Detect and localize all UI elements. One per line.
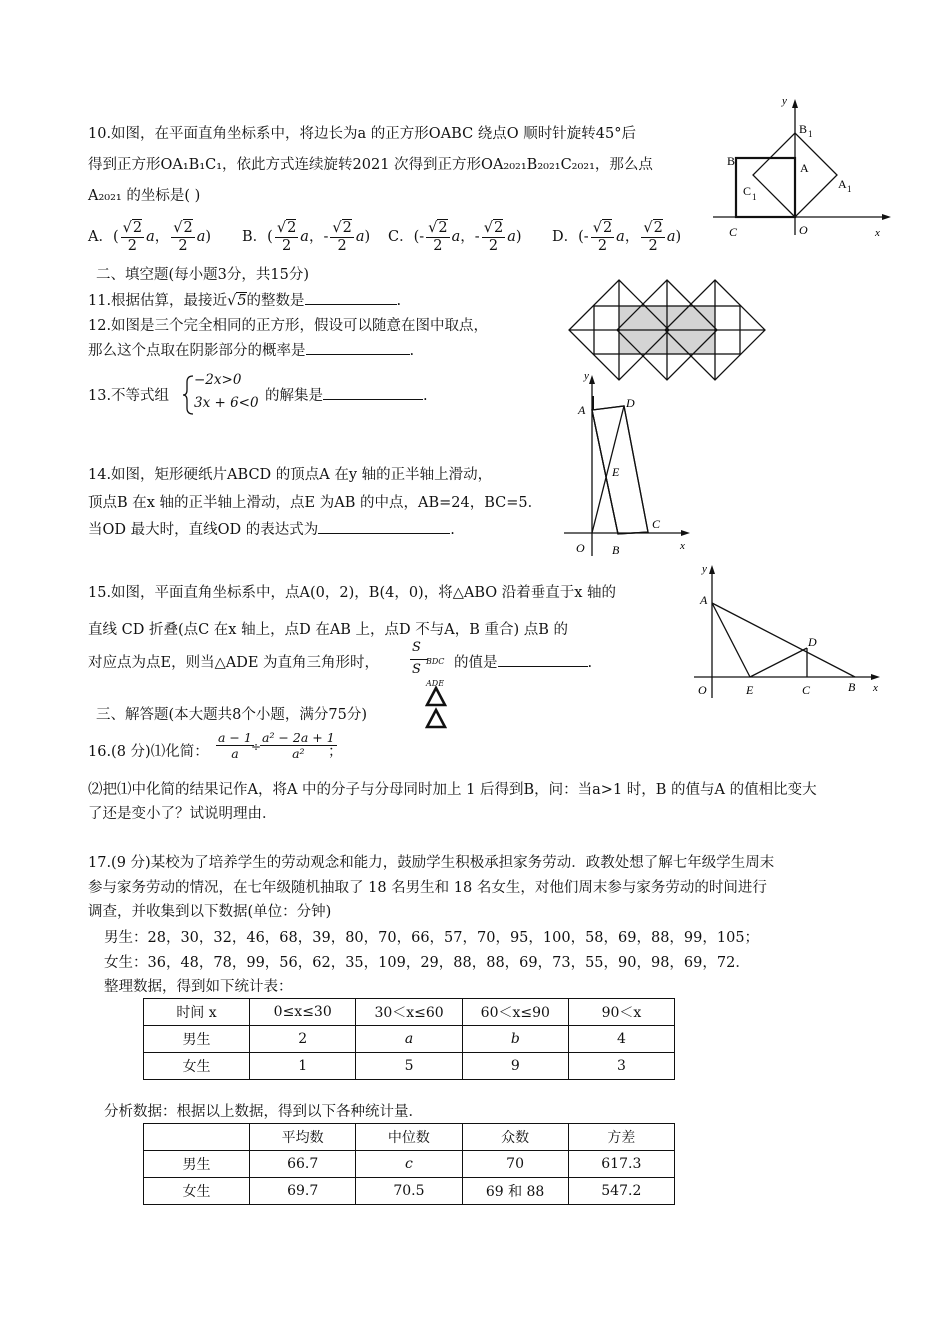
q13-suffix: 的解集是 . xyxy=(265,384,428,405)
q13-ineq2: 3x + 6<0 xyxy=(194,395,259,411)
fig14-x: x xyxy=(680,540,685,552)
fig14-o: O xyxy=(576,541,585,555)
fig14-d: D xyxy=(626,396,635,410)
table-header-cell: 中位数 xyxy=(356,1124,462,1151)
table-cell: c xyxy=(356,1151,462,1178)
triangle-symbols xyxy=(425,686,447,730)
section3-heading: 三、解答题(本大题共8个小题，满分75分) xyxy=(96,707,367,723)
table-cell: 547.2 xyxy=(568,1178,674,1205)
table-row xyxy=(144,1151,675,1178)
table-header-cell xyxy=(144,1124,250,1151)
table-header-cell: 30＜x≤60 xyxy=(356,999,462,1026)
q15-s-den: S xyxy=(412,662,421,677)
table-row xyxy=(144,1026,675,1053)
table-header-cell: 90＜x xyxy=(568,999,674,1026)
table-cell: a xyxy=(356,1026,462,1053)
section2-heading: 二、填空题(每小题3分，共15分) xyxy=(96,267,309,283)
table-row xyxy=(144,1178,675,1205)
q17-line3: 调查，并收集到以下数据(单位：分钟) xyxy=(88,904,332,920)
q15-suffix: 的值是 . xyxy=(454,651,592,672)
fig10-c1: C xyxy=(743,184,752,198)
table-header-cell: 平均数 xyxy=(250,1124,356,1151)
q15-sub-bdc: BDC xyxy=(426,657,445,666)
table-header-cell: 众数 xyxy=(462,1124,568,1151)
q16-frac1: a − 1 a xyxy=(218,730,252,761)
table-cell: 9 xyxy=(462,1053,568,1080)
fig10-y: y xyxy=(782,95,787,107)
q15-figure xyxy=(690,560,890,700)
q10-line2: 得到正方形OA₁B₁C₁，依此方式连续旋转2021 次得到正方形OA₂₀₂₁B₂₀₂₁C₂₀₂₁，那么点 xyxy=(88,157,653,173)
fig10-b1: B xyxy=(799,122,808,136)
q10-option-b[interactable]: B．( $\frac{√2}{2}$ a，- $\frac{√2}{2}$ a) xyxy=(242,220,371,254)
q17-line2: 参与家务劳动的情况，在七年级随机抽取了 18 名男生和 18 名女生，对他们周末参与家务劳动的时间进行 xyxy=(88,880,767,896)
table-row xyxy=(144,1053,675,1080)
table-cell: 69.7 xyxy=(250,1178,356,1205)
q12-line2: 那么这个点取在阴影部分的概率是 . xyxy=(88,339,414,360)
table-cell: 女生 xyxy=(144,1178,250,1205)
q10-line1: 10.如图，在平面直角坐标系中，将边长为a 的正方形OABC 绕点O 顺时针旋转45°后 xyxy=(88,126,636,142)
svg-text:1: 1 xyxy=(808,129,813,139)
table-cell: 70.5 xyxy=(356,1178,462,1205)
fig15-d: D xyxy=(808,635,817,649)
q13-answer-blank[interactable] xyxy=(323,385,423,400)
q13-ineq1: −2x>0 xyxy=(194,372,242,388)
table-cell: 617.3 xyxy=(568,1151,674,1178)
table-cell: 69 和 88 xyxy=(462,1178,568,1205)
brace-icon xyxy=(181,374,195,416)
fig14-b: B xyxy=(612,543,620,557)
fig10-b: B xyxy=(727,154,736,168)
q17-boys-data: 男生：28，30，32，46，68，39，80，70，66，57，70，95，100，58，69，88，99，105； xyxy=(104,930,760,946)
q10-option-c[interactable]: C．(- $\frac{√2}{2}$ a，- $\frac{√2}{2}$ a) xyxy=(388,220,522,254)
q11-answer-blank[interactable] xyxy=(305,290,397,305)
table-header-row xyxy=(144,1124,675,1151)
statistics-table xyxy=(143,1123,675,1205)
q16-semicolon: ； xyxy=(328,744,343,760)
q15-sub-ade: ADE xyxy=(426,679,445,688)
q13-prefix: 13.不等式组 xyxy=(88,388,170,404)
fig15-e: E xyxy=(746,683,754,697)
q17-table2-intro: 分析数据：根据以上数据，得到以下各种统计量． xyxy=(104,1104,423,1120)
q15-s-num: S xyxy=(412,640,421,655)
q16-line3: 了还是变小了？试说明理由． xyxy=(88,806,277,822)
q17-table1-intro: 整理数据，得到如下统计表： xyxy=(104,979,293,995)
table-cell: b xyxy=(462,1026,568,1053)
table-header-cell: 方差 xyxy=(568,1124,674,1151)
fig15-y: y xyxy=(702,563,707,575)
fig14-a: A xyxy=(578,403,586,417)
q15-fraction-bar xyxy=(410,659,428,660)
q10-figure xyxy=(705,95,895,245)
q14-line1: 14.如图，矩形硬纸片ABCD 的顶点A 在y 轴的正半轴上滑动， xyxy=(88,467,493,483)
fig15-o: O xyxy=(698,683,707,697)
q16-line2: ⑵把⑴中化简的结果记作A，将A 中的分子与分母同时加上 1 后得到B，问：当a>1 时，B 的值与A 的值相比变大 xyxy=(88,782,817,798)
q14-figure xyxy=(560,366,700,560)
table-cell: 66.7 xyxy=(250,1151,356,1178)
fig10-a: A xyxy=(800,161,809,175)
q16-prefix: 16.(8 分)⑴化简： xyxy=(88,744,209,760)
q15-answer-blank[interactable] xyxy=(498,652,588,667)
fig15-b: B xyxy=(848,680,856,694)
q10-option-d[interactable]: D．(- $\frac{√2}{2}$ a， $\frac{√2}{2}$ a) xyxy=(552,220,682,254)
table-cell: 女生 xyxy=(144,1053,250,1080)
fig10-a1: A xyxy=(838,177,847,191)
table-header-cell: 时间 x xyxy=(144,999,250,1026)
table-cell: 男生 xyxy=(144,1151,250,1178)
q15-line3: 对应点为点E，则当△ADE 为直角三角形时， xyxy=(88,655,380,671)
q17-line1: 17.(9 分)某校为了培养学生的劳动观念和能力，鼓励学生积极承担家务劳动．政教处想了解七年级学生周末 xyxy=(88,855,775,871)
fig10-o: O xyxy=(799,223,808,237)
table-cell: 2 xyxy=(249,1026,355,1053)
fig14-c: C xyxy=(652,517,661,531)
fig10-x: x xyxy=(875,227,880,239)
table-header-row xyxy=(144,999,675,1026)
svg-text:1: 1 xyxy=(847,184,852,194)
q16-div: ÷ xyxy=(251,740,262,754)
q14-line3: 当OD 最大时，直线OD 的表达式为 . xyxy=(88,518,455,539)
table-cell: 男生 xyxy=(144,1026,250,1053)
q11: 11.根据估算，最接近√5的整数是 . xyxy=(88,289,401,310)
frequency-table xyxy=(143,998,675,1080)
fig15-a: A xyxy=(700,593,708,607)
q14-answer-blank[interactable] xyxy=(318,519,450,534)
q17-girls-data: 女生：36，48，78，99，56，62，35，109，29，88，88，69，73，55，90，98，69，72． xyxy=(104,955,750,971)
fig14-e: E xyxy=(612,465,620,479)
table-header-cell: 0≤x≤30 xyxy=(249,999,355,1026)
table-header-cell: 60＜x≤90 xyxy=(462,999,568,1026)
table-cell: 70 xyxy=(462,1151,568,1178)
fig10-c: C xyxy=(729,225,738,239)
q14-line2: 顶点B 在x 轴的正半轴上滑动，点E 为AB 的中点，AB=24，BC=5． xyxy=(88,495,543,511)
fig15-c: C xyxy=(802,683,811,697)
fig15-x: x xyxy=(873,682,878,694)
q10-line3: A₂₀₂₁ 的坐标是( ) xyxy=(88,188,201,204)
svg-text:1: 1 xyxy=(752,192,757,202)
fig14-y: y xyxy=(584,370,589,382)
q12-line1: 12.如图是三个完全相同的正方形，假设可以随意在图中取点， xyxy=(88,318,489,334)
table-cell: 5 xyxy=(356,1053,462,1080)
q16-frac2: a² − 2a + 1 a² xyxy=(262,730,335,761)
q10-option-a[interactable]: A．( $\frac{√2}{2}$ a， $\frac{√2}{2}$ a) xyxy=(88,220,212,254)
table-cell: 1 xyxy=(249,1053,355,1080)
table-cell: 4 xyxy=(568,1026,674,1053)
q15-line1: 15.如图，平面直角坐标系中，点A(0，2)，B(4，0)，将△ABO 沿着垂直于x 轴的 xyxy=(88,585,617,601)
table-cell: 3 xyxy=(568,1053,674,1080)
q15-line2: 直线 CD 折叠(点C 在x 轴上，点D 在AB 上，点D 不与A，B 重合) 点B 的 xyxy=(88,622,569,638)
q12-answer-blank[interactable] xyxy=(306,340,410,355)
